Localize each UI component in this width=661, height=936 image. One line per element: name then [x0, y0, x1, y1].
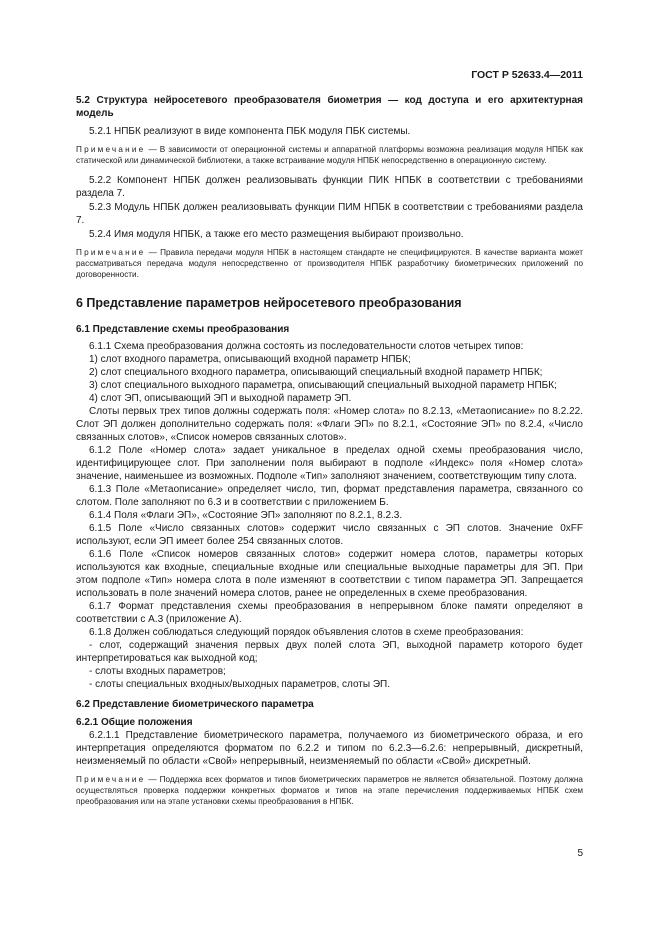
note-2: Примечание — Правила передачи модуля НПБК в настоящем стандарте не специфицируются. В качестве варианта может рассматриваться передача модуля непосредственно от производителя НПБК разработчику биометрических приложений по договоренности. — [76, 248, 583, 279]
dash-item-3: - слоты специальных входных/выходных параметров, слоты ЭП. — [89, 679, 391, 690]
section-heading-6-2-1: 6.2.1 Общие положения — [76, 717, 193, 728]
dash-item-1: - слот, содержащий значения первых двух полей слота ЭП, выходной параметр которого будет интерпретироваться как выходной код; — [76, 640, 583, 664]
section-heading-5-2: 5.2 Структура нейросетевого преобразователя биометрия — код доступа и его архитектурная модель — [76, 95, 583, 119]
section-heading-6-2: 6.2 Представление биометрического параметра — [76, 699, 314, 710]
paragraph-6-1-7: 6.1.7 Формат представления схемы преобразования в непрерывном блоке памяти определяют в соответствии с А.3 (приложение А). — [76, 601, 583, 625]
paragraph-6-1-3: 6.1.3 Поле «Метаописание» определяет число, тип, формат представления параметра, связанного со слотом. Поле заполняют по 6.3 и в соответствии с приложением Б. — [76, 484, 583, 508]
list-item-2: 2) слот специального входного параметра, описывающий специальный входной параметр НПБК; — [89, 367, 543, 378]
paragraph-6-1-2: 6.1.2 Поле «Номер слота» задает уникальное в пределах одной схемы преобразования число, идентифицирующее слот. При заполнении поля выбирают в подполе «Индекс» поля «Номер слота» значение, наименьшее из возможных. Подполе «Тип» заполняют значением, соответствующим типу слота. — [76, 445, 583, 482]
page-number: 5 — [577, 848, 583, 859]
note-1: Примечание — В зависимости от операционной системы и аппаратной платформы возможна реализация модуля НПБК как статической или динамической библиотеки, а также встраивание модуля НПБК непосредственно в операционную систему. — [76, 145, 583, 165]
document-header: ГОСТ Р 52633.4—2011 — [471, 69, 583, 81]
list-item-1: 1) слот входного параметра, описывающий входной параметр НПБК; — [89, 354, 411, 365]
paragraph-6-1-1: 6.1.1 Схема преобразования должна состоять из последовательности слотов четырех типов: — [89, 341, 524, 352]
paragraph-6-1-5: 6.1.5 Поле «Число связанных слотов» содержит число связанных с ЭП слотов. Значение 0xFF используют, если ЭП имеет более 254 связанных слотов. — [76, 523, 583, 547]
paragraph-5-2-4: 5.2.4 Имя модуля НПБК, а также его место размещения выбирают произвольно. — [89, 229, 464, 240]
paragraph-slots: Слоты первых трех типов должны содержать поля: «Номер слота» по 8.2.13, «Метаописание» по 8.2.22. Слот ЭП должен дополнительно содержать поля: «Флаги ЭП» по 8.2.1, «Состояние ЭП» по 8.2.4, «Число связанных слотов», «Список номеров связанных слотов». — [76, 406, 583, 443]
paragraph-6-1-4: 6.1.4 Поля «Флаги ЭП», «Состояние ЭП» заполняют по 8.2.1, 8.2.3. — [89, 510, 403, 521]
paragraph-5-2-3: 5.2.3 Модуль НПБК должен реализовывать функции ПИМ НПБК в соответствии с требованиями раздела 7. — [76, 202, 583, 226]
paragraph-6-2-1-1: 6.2.1.1 Представление биометрического параметра, получаемого из биометрического образа, и его интерпретация определяются форматом по 6.2.2 и типом по 6.2.3—6.2.6: непрерывный, дискретный, неизменяемый по области «Свой» непрерывный, неизменяемый по области «Свой» дискретный. — [76, 730, 583, 767]
note-3: Примечание — Поддержка всех форматов и типов биометрических параметров не является обязательной. Поэтому должна осуществляться проверка поддержки конкретных форматов и типов на этапе перечисления поддерживаемых НПБК схем преобразования или на этапе установки схемы преобразования в НПБК. — [76, 775, 583, 806]
list-item-4: 4) слот ЭП, описывающий ЭП и выходной параметр ЭП. — [89, 393, 352, 404]
section-heading-6: 6 Представление параметров нейросетевого преобразования — [76, 296, 462, 310]
paragraph-5-2-1: 5.2.1 НПБК реализуют в виде компонента ПБК модуля ПБК системы. — [89, 126, 411, 137]
dash-item-2: - слоты входных параметров; — [89, 666, 226, 677]
paragraph-6-1-6: 6.1.6 Поле «Список номеров связанных слотов» содержит номера слотов, параметры которых используются как входные, специальные входные или специальные выходные параметры для ЭП. При этом подполе «Тип» номера слота в поле изменяют в соответствии с типом параметра ЭП. Запрещается использовать в поле значений номера слотов, ранее не определенных в схеме преобразования. — [76, 549, 583, 599]
section-heading-6-1: 6.1 Представление схемы преобразования — [76, 324, 290, 335]
paragraph-5-2-2: 5.2.2 Компонент НПБК должен реализовывать функции ПИК НПБК в соответствии с требованиями раздела 7. — [76, 175, 583, 199]
paragraph-6-1-8: 6.1.8 Должен соблюдаться следующий порядок объявления слотов в схеме преобразования: — [89, 627, 524, 638]
list-item-3: 3) слот специального выходного параметра, описывающий специальный выходной параметр НПБК; — [89, 380, 557, 391]
document-body — [76, 94, 583, 807]
